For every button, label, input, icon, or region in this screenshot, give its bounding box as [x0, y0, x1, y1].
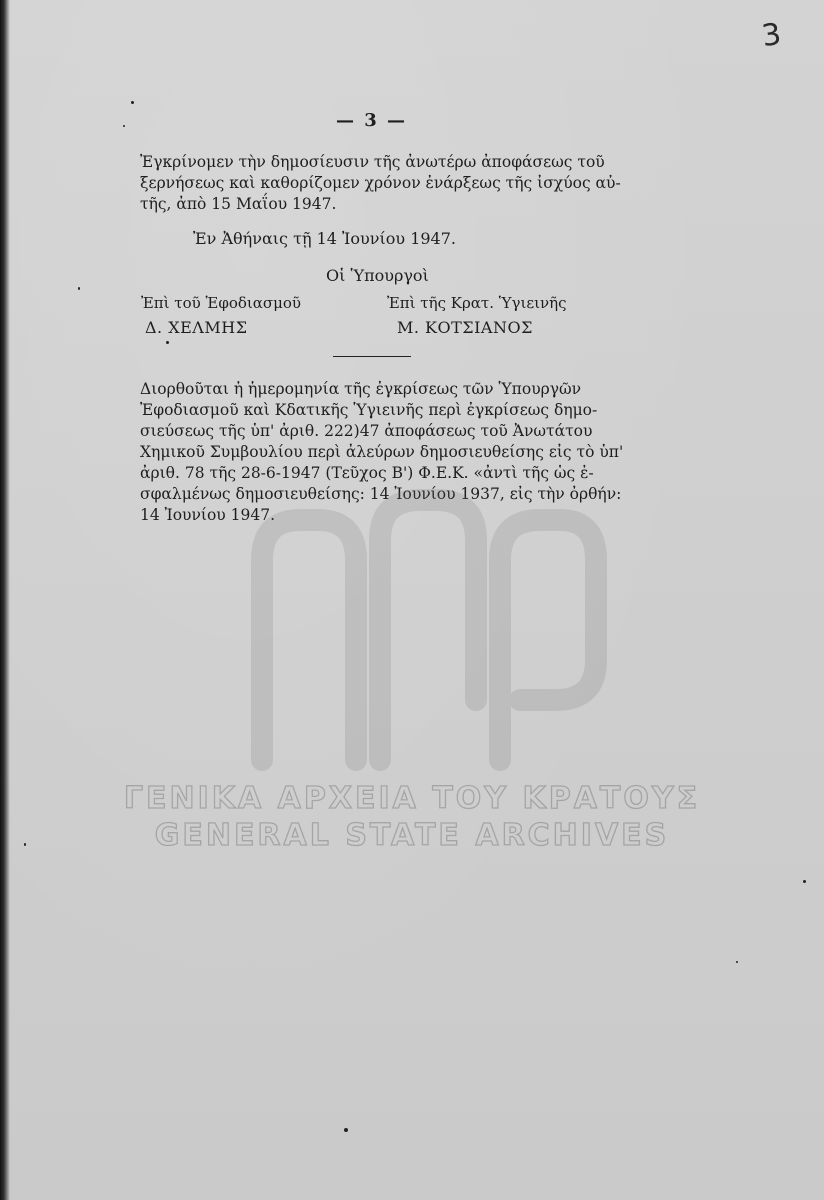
printed-page-number: — 3 — — [336, 110, 408, 131]
speck — [166, 341, 169, 344]
left-ministry-title: Ἐπὶ τοῦ Ἐφοδιασμοῦ — [141, 294, 302, 312]
approval-paragraph — [140, 152, 621, 215]
place-date: Ἐν Ἀθήναις τῇ 14 Ἰουνίου 1947. — [193, 229, 456, 248]
right-ministry-title: Ἐπὶ τῆς Κρατ. Ὑγιεινῆς — [387, 294, 567, 312]
left-signatory-name: Δ. ΧΕΛΜΗΣ — [145, 318, 248, 337]
watermark-greek: ΓΕΝΙΚΑ ΑΡΧΕΙΑ ΤΟΥ ΚΡΑΤΟΥΣ — [123, 781, 701, 816]
paragraph-line: σιεύσεως τῆς ὑπ' ἀριθ. 222)47 ἀποφάσεως τοῦ Ἀνωτάτου — [140, 422, 593, 440]
speck — [78, 287, 80, 290]
speck — [131, 101, 134, 104]
paragraph-line: Ἐγκρίνομεν τὴν δημοσίευσιν τῆς ἀνωτέρω ἀποφάσεως τοῦ — [140, 153, 605, 171]
paragraph-line: τῆς, ἀπὸ 15 Μαΐου 1947. — [140, 195, 337, 213]
scan-edge — [0, 0, 10, 1200]
speck — [123, 125, 125, 127]
paragraph-line: ξερνήσεως καὶ καθορίζομεν χρόνον ἐνάρξεως τῆς ἰσχύος αὐ- — [140, 174, 621, 192]
paragraph-line: Χημικοῦ Συμβουλίου περὶ ἀλεύρων δημοσιευθείσης εἰς τὸ ὑπ' — [140, 443, 624, 461]
speck — [24, 843, 26, 846]
correction-paragraph — [140, 379, 624, 526]
speck — [803, 880, 806, 883]
paragraph-line: σφαλμένως δημοσιευθείσης: 14 Ἰουνίου 1937, εἰς τὴν ὀρθήν: — [140, 485, 622, 503]
handwritten-page-number: 3 — [759, 16, 784, 55]
speck — [736, 961, 738, 963]
speck — [344, 1128, 348, 1132]
watermark-english: GENERAL STATE ARCHIVES — [154, 818, 670, 853]
section-divider — [333, 356, 411, 357]
paragraph-line: Διορθοῦται ἡ ἡμερομηνία τῆς ἐγκρίσεως τῶν Ὑπουργῶν — [140, 380, 582, 398]
right-signatory-name: Μ. ΚΟΤΣΙΑΝΟΣ — [397, 318, 533, 337]
paragraph-line: 14 Ἰουνίου 1947. — [140, 506, 276, 524]
paragraph-line: Ἐφοδιασμοῦ καὶ Κδατικῆς Ὑγιεινῆς περὶ ἐγκρίσεως δημο- — [140, 401, 598, 419]
paragraph-line: ἀριθ. 78 τῆς 28-6-1947 (Τεῦχος Β') Φ.Ε.Κ. «ἀντὶ τῆς ὡς ἐ- — [140, 464, 594, 482]
ministers-label: Οἱ Ὑπουργοὶ — [326, 266, 429, 285]
